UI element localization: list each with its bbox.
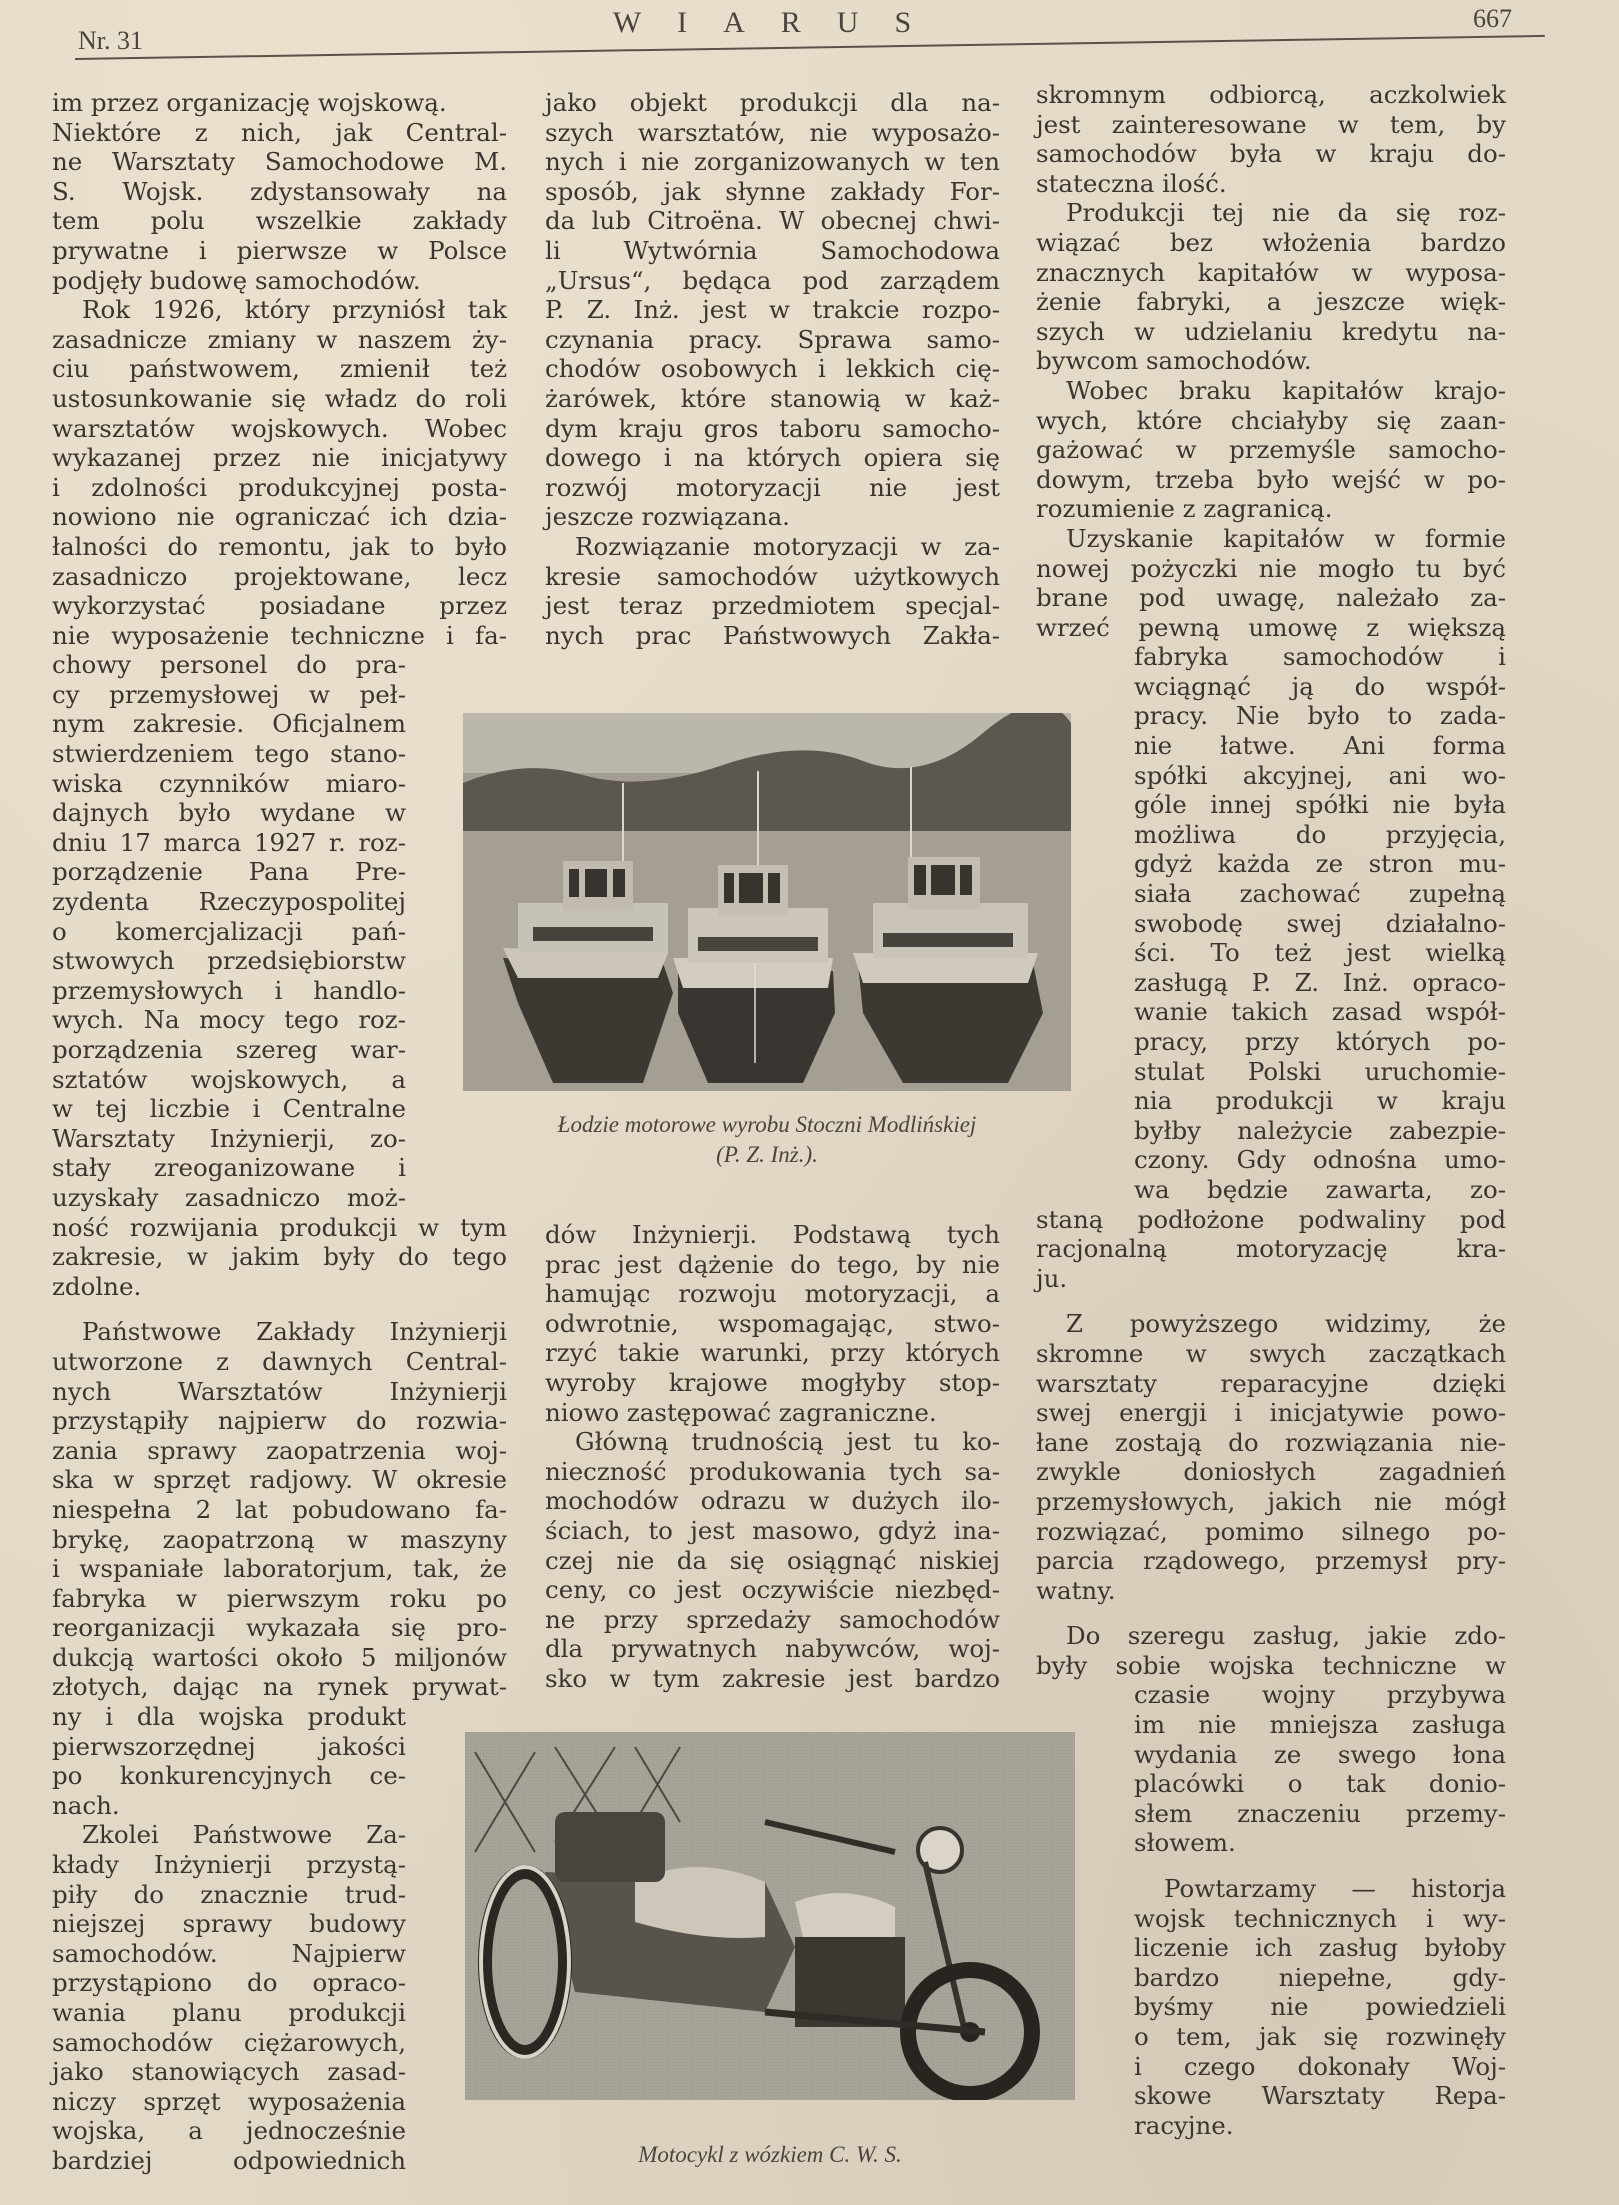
text-line: łane zostają do rozwiązania nie- xyxy=(1036,1427,1506,1457)
text-line: czasie wojny przybywa xyxy=(1134,1680,1506,1710)
text-line: S. Wojsk. zdystansowały na xyxy=(52,176,507,206)
text-line: parcia rządowego, przemysł pry- xyxy=(1036,1546,1506,1576)
text-line: stwowych przedsiębiorstw xyxy=(52,946,406,976)
text-line: im przez organizację wojskową. xyxy=(52,88,447,117)
text-line: jako objekt produkcji dla na- xyxy=(545,88,1000,117)
text-line: placówki o tak donio- xyxy=(1134,1769,1506,1799)
text-line: przemysłowych, jakich nie mógł xyxy=(1036,1486,1506,1516)
text-line: stwierdzeniem tego stano- xyxy=(52,739,406,769)
text-line: w tej liczbie i Centralne xyxy=(52,1094,406,1124)
text-line: słowem. xyxy=(1134,1828,1236,1858)
text-line: Uzyskanie kapitałów w formie xyxy=(1066,523,1506,553)
text-line: cy przemysłowej w peł- xyxy=(52,679,406,709)
page-header xyxy=(60,0,1520,62)
text-line: i zdolności produkcyjnej posta- xyxy=(52,472,507,502)
text-line: jest teraz przedmiotem specjal- xyxy=(545,591,1000,621)
text-line: i czego dokonały Woj- xyxy=(1134,2051,1506,2081)
text-line: gażować w przemyśle samocho- xyxy=(1036,435,1506,465)
text-line: Powtarzamy — historja xyxy=(1164,1874,1506,1904)
text-line: pracy, przy których po- xyxy=(1134,1027,1506,1056)
text-line: ju. xyxy=(1036,1263,1068,1293)
column-middle-bottom xyxy=(545,1220,1000,1694)
text-line: nych Warsztatów Inżynierji xyxy=(52,1376,507,1406)
text-line: zasługą P. Z. Inż. opraco- xyxy=(1134,967,1506,997)
text-line: szych w udzielaniu kredytu na- xyxy=(1036,316,1506,346)
caption-boats-line1: Łodzie motorowe wyrobu Stoczni Modlińskiej xyxy=(557,1112,977,1137)
text-line: sztatów wojskowych, a xyxy=(52,1064,406,1094)
text-line: stały zreoganizowane i xyxy=(52,1153,406,1183)
text-line: nieczność produkowania tych sa- xyxy=(545,1456,1000,1486)
text-line: P. Z. Inż. jest w trakcie rozpo- xyxy=(545,295,1000,325)
text-line: zasadniczo projektowane, lecz xyxy=(52,561,507,591)
text-line: swej energji i inicjatywie powo- xyxy=(1036,1398,1506,1428)
text-line: wojska, a jednocześnie xyxy=(52,2116,406,2146)
text-line: przemysłowych i handlo- xyxy=(52,975,406,1005)
text-line: porządzenia szereg war- xyxy=(52,1035,406,1064)
text-line: jest zainteresowane w tem, by xyxy=(1036,109,1506,139)
text-line: zasadnicze zmiany w naszem ży- xyxy=(52,324,507,354)
text-line: ska w sprzęt radjowy. W okresie xyxy=(52,1465,507,1495)
text-line: wych, które chciałyby się zaan- xyxy=(1036,405,1506,435)
text-line: ści. To też jest wielką xyxy=(1134,938,1506,968)
text-line: porządzenie Pana Pre- xyxy=(52,857,406,887)
text-line: podjęły budowę samochodów. xyxy=(52,265,421,295)
text-line: żenie fabryki, a jeszcze więk- xyxy=(1036,287,1506,317)
text-line: rozumienie z zagranicą. xyxy=(1036,494,1333,524)
text-line: im nie mniejsza zasługa xyxy=(1134,1710,1506,1740)
caption-motorcycle: Motocykl z wózkiem C. W. S. xyxy=(638,2142,902,2167)
text-line: pracy. Nie było to zada- xyxy=(1134,701,1506,731)
text-line: zania sprawy zaopatrzenia woj- xyxy=(52,1435,507,1465)
text-line: reorganizacji wykazała się pro- xyxy=(52,1613,507,1643)
text-line: ściach, to jest masowo, gdyż ina- xyxy=(545,1515,1000,1545)
photo-motorcycle-sidecar xyxy=(465,1732,1075,2100)
text-line: kresie samochodów użytkowych xyxy=(545,561,1000,591)
text-line: ność rozwijania produkcji w tym xyxy=(52,1212,507,1242)
text-line: złotych, dając na rynek prywat- xyxy=(52,1672,507,1702)
text-line: ny i dla wojska produkt xyxy=(52,1702,406,1732)
text-line: możliwa do przyjęcia, xyxy=(1134,819,1506,849)
text-line: nowej pożyczki nie mogło tu być xyxy=(1036,553,1506,583)
text-line: brykę, zaopatrzoną w maszyny xyxy=(52,1524,507,1554)
text-line: ne Warsztaty Samochodowe M. xyxy=(52,147,507,177)
text-line: zdolne. xyxy=(52,1271,142,1301)
text-line: rozwiązać, pomimo silnego po- xyxy=(1036,1516,1506,1546)
text-line: nych i nie zorganizowanych w ten xyxy=(545,147,1000,177)
text-line: wych. Na mocy tego roz- xyxy=(52,1005,406,1035)
text-line: chowy personel do pra- xyxy=(52,650,406,680)
text-line: li Wytwórnia Samochodowa xyxy=(545,235,1000,265)
text-line: Główną trudnością jest tu ko- xyxy=(575,1427,1000,1457)
text-line: były sobie wojska techniczne w xyxy=(1036,1650,1506,1680)
text-line: byśmy nie powiedzieli xyxy=(1134,1992,1506,2022)
text-line: dukcją wartości około 5 miljonów xyxy=(52,1642,507,1672)
text-line: ne przy sprzedaży samochodów xyxy=(545,1604,1000,1634)
text-line: pierwszorzędnej jakości xyxy=(52,1731,406,1761)
text-line: stulat Polski uruchomie- xyxy=(1134,1056,1506,1086)
text-line: niowo zastępować zagraniczne. xyxy=(545,1397,937,1427)
text-line: dym kraju gros taboru samocho- xyxy=(545,413,1000,443)
text-line: czynania pracy. Sprawa samo- xyxy=(545,324,1000,354)
text-line: góle innej spółki nie była xyxy=(1134,790,1506,820)
text-line: rozwój motoryzacji nie jest xyxy=(545,472,1000,502)
text-line: niespełna 2 lat pobudowano fa- xyxy=(52,1494,507,1524)
text-line: wykorzystać posiadane przez xyxy=(52,591,507,621)
text-line: samochodów. Najpierw xyxy=(52,1938,406,1968)
text-line: prac jest dążenie do tego, by nie xyxy=(545,1249,1000,1279)
text-line: ciu państwowem, zmienił też xyxy=(52,354,507,384)
magazine-title: WIARUS xyxy=(612,6,948,39)
text-line: Państwowe Zakłady Inżynierji xyxy=(82,1317,507,1347)
text-line: dla prywatnych nabywców, woj- xyxy=(545,1634,1000,1664)
text-line: staną podłożone podwaliny pod xyxy=(1036,1204,1506,1234)
caption-motor-boats xyxy=(463,1110,1071,1170)
text-line: wa będzie zawarta, zo- xyxy=(1134,1174,1506,1204)
text-line: bardzo niepełne, gdy- xyxy=(1134,1962,1506,1992)
text-line: nym zakresie. Oficjalnem xyxy=(52,709,406,739)
text-line: „Ursus“, będąca pod zarządem xyxy=(545,265,1000,295)
text-line: sposób, jak słynne zakłady For- xyxy=(545,176,1000,206)
text-line: chodów osobowych i lekkich cię- xyxy=(545,354,1000,384)
text-line: ceny, co jest oczywiście niezbęd- xyxy=(545,1575,1000,1605)
text-line: liczenie ich zasług byłoby xyxy=(1134,1933,1506,1963)
text-line: Produkcji tej nie da się roz- xyxy=(1066,198,1506,228)
text-line: niczy sprzęt wyposażenia xyxy=(52,2086,406,2116)
text-line: wiązać bez włożenia bardzo xyxy=(1036,227,1506,257)
text-line: Niektóre z nich, jak Central- xyxy=(52,117,507,147)
text-line: samochodów była w kraju do- xyxy=(1036,139,1506,169)
text-line: wrzeć pewną umowę z większą xyxy=(1036,612,1506,642)
text-line: szych warsztatów, nie wyposażo- xyxy=(545,117,1000,147)
text-line: wanie takich zasad współ- xyxy=(1134,997,1506,1027)
text-line: watny. xyxy=(1036,1575,1116,1605)
text-line: przystąpiły najpierw do rozwia- xyxy=(52,1406,507,1436)
text-line: hamując rozwoju motoryzacji, a xyxy=(545,1279,1000,1309)
text-line: stateczna ilość. xyxy=(1036,168,1227,198)
text-line: jeszcze rozwiązana. xyxy=(545,502,790,532)
text-line: odwrotnie, wspomagając, stwo- xyxy=(545,1308,1000,1338)
text-line: nie łatwe. Ani forma xyxy=(1134,731,1506,761)
text-line: fabryka samochodów i xyxy=(1134,642,1506,672)
text-line: racyjne. xyxy=(1134,2110,1234,2140)
text-line: spółki akcyjnej, ani wo- xyxy=(1134,760,1506,790)
text-line: żarówek, które stanowią w każ- xyxy=(545,383,1000,413)
text-line: wyroby krajowe mogłyby stop- xyxy=(545,1367,1000,1397)
text-line: jako stanowiących zasad- xyxy=(52,2057,406,2087)
text-line: uzyskały zasadniczo moż- xyxy=(52,1182,406,1212)
text-line: utworzone z dawnych Central- xyxy=(52,1346,507,1376)
text-line: Rok 1926, który przyniósł tak xyxy=(82,295,507,325)
text-line: wiska czynników miaro- xyxy=(52,768,406,798)
issue-number: Nr. 31 xyxy=(78,26,143,55)
text-line: siała zachować zupełną xyxy=(1134,879,1506,909)
text-line: swobodę swej działalno- xyxy=(1134,908,1506,938)
text-line: dajnych było wydane w xyxy=(52,798,406,828)
text-line: dniu 17 marca 1927 r. roz- xyxy=(52,827,406,857)
text-line: gdyż każda ze stron mu- xyxy=(1134,849,1506,879)
text-line: dów Inżynierji. Podstawą tych xyxy=(545,1220,1000,1249)
text-line: i wspaniałe laboratorjum, tak, że xyxy=(52,1554,507,1584)
text-line: wykazanej przez nie inicjatywy xyxy=(52,443,507,473)
text-line: prywatne i pierwsze w Polsce xyxy=(52,235,507,265)
text-line: Warsztaty Inżynierji, zo- xyxy=(52,1123,406,1153)
text-line: rzyć takie warunki, przy których xyxy=(545,1338,1000,1368)
text-line: wciągnąć ją do współ- xyxy=(1134,671,1506,701)
text-line: brane pod uwagę, należało za- xyxy=(1036,583,1506,613)
text-line: fabryka w pierwszym roku po xyxy=(52,1583,507,1613)
text-line: Wobec braku kapitałów krajo- xyxy=(1066,375,1506,405)
text-line: nie wyposażenie techniczne i fa- xyxy=(52,620,507,650)
text-line: o tem, jak się rozwinęły xyxy=(1134,2022,1506,2051)
text-line: nach. xyxy=(52,1790,120,1820)
text-line: dowego i na których opiera się xyxy=(545,443,1000,473)
text-line: Z powyższego widzimy, że xyxy=(1066,1309,1506,1339)
text-line: nych prac Państwowych Zakła- xyxy=(545,620,1000,650)
column-left xyxy=(52,88,507,2176)
text-line: czej nie da się osiągnąć niskiej xyxy=(545,1545,1000,1575)
text-line: tem polu wszelkie zakłady xyxy=(52,206,507,236)
text-line: samochodów ciężarowych, xyxy=(52,2027,406,2057)
column-right xyxy=(1036,80,1506,2140)
text-line: niejszej sprawy budowy xyxy=(52,1909,406,1939)
text-line: wania planu produkcji xyxy=(52,1998,406,2027)
text-line: skromnym odbiorcą, aczkolwiek xyxy=(1036,80,1506,109)
motorcycle-image xyxy=(465,1732,1075,2100)
text-line: nia produkcji w kraju xyxy=(1134,1086,1506,1116)
caption-boats-line2: (P. Z. Inż.). xyxy=(716,1142,818,1167)
text-line: da lub Citroëna. W obecnej chwi- xyxy=(545,206,1000,236)
text-line: przystąpiono do opraco- xyxy=(52,1968,406,1998)
text-line: zwykle doniosłych zagadnień xyxy=(1036,1457,1506,1487)
text-line: bywcom samochodów. xyxy=(1036,346,1312,376)
text-line: wydania ze swego łona xyxy=(1134,1739,1506,1769)
text-line: dowym, trzeba było wejść w po- xyxy=(1036,464,1506,494)
text-line: nowiono nie ograniczać ich dzia- xyxy=(52,502,507,532)
text-line: łalności do remontu, jak to było xyxy=(52,531,507,561)
page-number: 667 xyxy=(1473,4,1512,33)
text-line: mochodów odrazu w dużych ilo- xyxy=(545,1486,1000,1516)
text-line: warsztaty reparacyjne dzięki xyxy=(1036,1368,1506,1398)
text-line: skromne w swych zaczątkach xyxy=(1036,1338,1506,1368)
boats-image xyxy=(463,713,1071,1091)
text-line: wojsk technicznych i wy- xyxy=(1134,1903,1506,1933)
text-line: Zkolei Państwowe Za- xyxy=(82,1820,406,1850)
text-line: znacznych kapitałów w wyposa- xyxy=(1036,257,1506,287)
text-line: słem znaczeniu przemy- xyxy=(1134,1798,1506,1828)
text-line: zakresie, w jakim były do tego xyxy=(52,1242,507,1272)
text-line: kłady Inżynierji przystą- xyxy=(52,1850,406,1880)
text-line: czony. Gdy odnośna umo- xyxy=(1134,1145,1506,1175)
text-line: warsztatów wojskowych. Wobec xyxy=(52,413,507,443)
column-middle-top xyxy=(545,88,1000,650)
text-line: piły do znacznie trud- xyxy=(52,1879,406,1909)
text-line: Rozwiązanie motoryzacji w za- xyxy=(575,531,1000,561)
text-line: o komercjalizacji pań- xyxy=(52,916,406,946)
text-line: sko w tym zakresie jest bardzo xyxy=(545,1663,1000,1693)
text-line: zydenta Rzeczypospolitej xyxy=(52,887,406,917)
text-line: Do szeregu zasług, jakie zdo- xyxy=(1066,1621,1506,1651)
text-line: ustosunkowanie się władz do roli xyxy=(52,383,507,413)
text-line: bardziej odpowiednich xyxy=(52,2145,406,2175)
text-line: racjonalną motoryzację kra- xyxy=(1036,1234,1506,1264)
text-line: byłby należycie zabezpie- xyxy=(1134,1115,1506,1145)
text-line: po konkurencyjnych ce- xyxy=(52,1761,406,1791)
text-line: skowe Warsztaty Repa- xyxy=(1134,2081,1506,2111)
photo-motor-boats xyxy=(463,713,1071,1091)
